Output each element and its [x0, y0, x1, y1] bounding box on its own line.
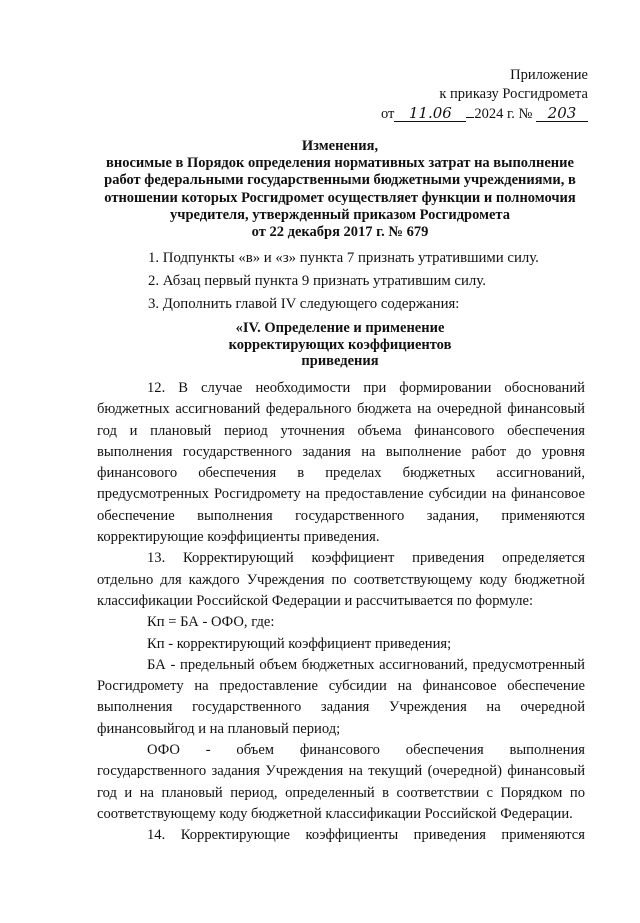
appendix-header [381, 66, 588, 124]
definition-ba: БА - предельный объем бюджетных ассигнований, предусмотренный Росгидромету на предоставление субсидии на финансовое обеспечение выполнения государственного задания Учреждения на очередной финансовыйгод и на плановый период; [97, 656, 585, 737]
definition-ofo: ОФО - объем финансового обеспечения выполнения государственного задания Учреждения на текущий (очередной) финансовый год и на плановый период, определенный в соответствии с Порядком по соответствующему коду бюджетной классификации Российской Федерации. [97, 742, 585, 822]
paragraph-14: 14. Корректирующие коэффициенты приведения применяются [147, 827, 585, 844]
amendment-list [148, 247, 539, 316]
formula: Кп = БА - ОФО, где: [147, 614, 275, 631]
paragraph-13: 13. Корректирующий коэффициент приведения определяется отдельно для каждого Учреждения по соответствующему коду бюджетной классификации Российской Федерации и рассчитывается по формуле: [97, 550, 585, 609]
order-date-number [381, 103, 588, 124]
handwritten-number: 203 [536, 105, 588, 122]
chapter-heading-line: корректирующих коэффициентов [228, 336, 452, 353]
chapter-heading-line: «IV. Определение и применение [235, 320, 445, 336]
title-line: Изменения, [301, 138, 379, 154]
title-line: отношении которых Росгидромет осуществляет функции и полномочия [104, 189, 576, 206]
year-number-label: 2024 г. № [474, 106, 533, 122]
amendment-item-2: 2. Абзац первый пункта 9 признать утратившим силу. [148, 273, 486, 289]
definition-kp: Кп - корректирующий коэффициент приведения; [147, 635, 452, 652]
chapter-body [97, 378, 585, 847]
handwritten-date: 11.06 [394, 105, 466, 122]
amendment-item-1: 1. Подпункты «в» и «з» пункта 7 признать утратившими силу. [148, 250, 539, 266]
amendment-item-3: 3. Дополнить главой IV следующего содержания: [148, 296, 460, 312]
title-line: вносимые в Порядок определения нормативных затрат на выполнение [106, 155, 574, 172]
paragraph-12: 12. В случае необходимости при формировании обоснований бюджетных ассигнований федерального бюджета на очередной финансовый год и плановый период уточнения объема финансового обеспечения выполнения государственного задания на выполнение работ до уровня финансового обеспечения в пределах бюджетных ассигнований, предусмотренных Росгидромету на предоставление субсидии на финансовое обеспечение выполнения государственного задания, применяются корректирующие коэффициенты приведения. [97, 380, 585, 546]
title-line: учредителя, утвержденный приказом Росгидромета [170, 206, 510, 223]
title-line: работ федеральными государственными бюджетными учреждениями, в [104, 172, 576, 189]
title-line: от 22 декабря 2017 г. № 679 [251, 224, 429, 241]
document-title [80, 138, 600, 241]
date-prefix: от [380, 106, 395, 122]
chapter-heading [200, 320, 480, 370]
appendix-label: Приложение [510, 67, 588, 83]
order-reference: к приказу Росгидромета [439, 85, 588, 102]
chapter-heading-line: приведения [301, 353, 379, 369]
